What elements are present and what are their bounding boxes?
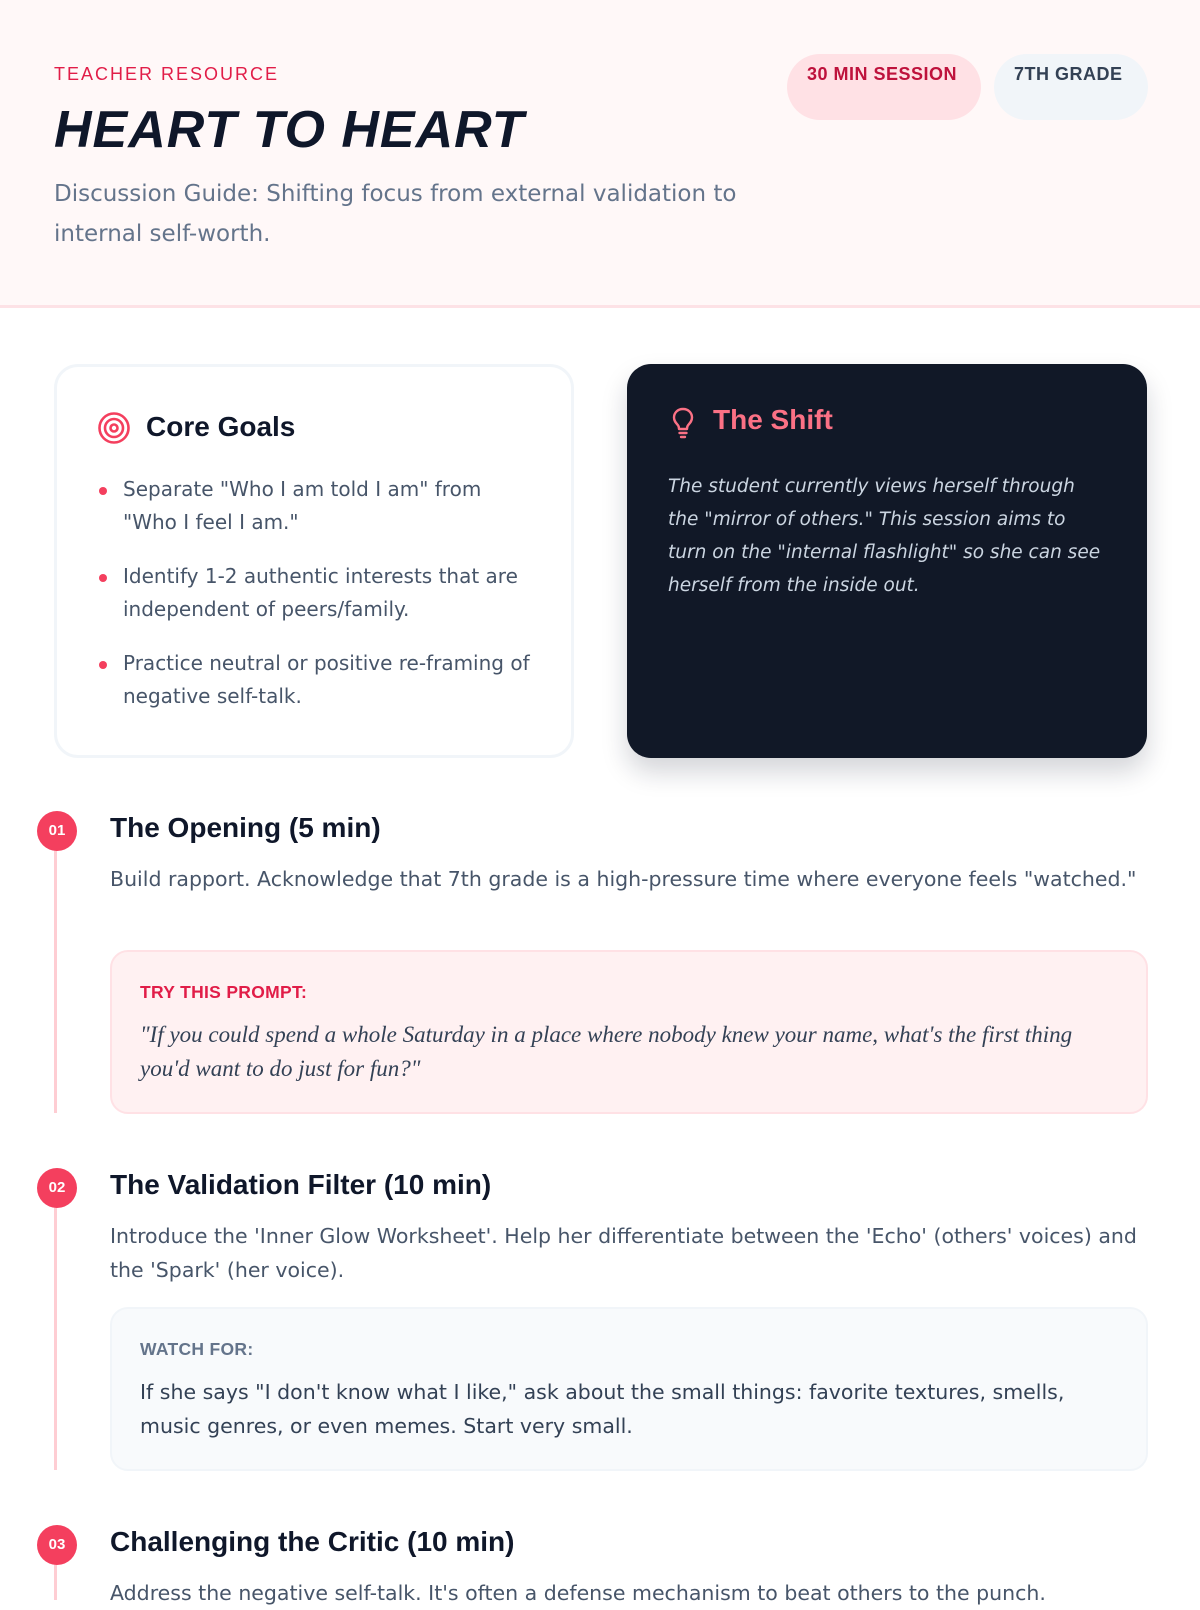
page-title: HEART TO HEART [54, 101, 525, 159]
timeline-line [54, 830, 57, 1113]
core-goals-card [54, 364, 574, 758]
the-shift-body: The student currently views herself through the "mirror of others." This session aims to turn on the "internal flashlight" so she can see herself from the inside out. [668, 476, 1101, 596]
lightbulb-icon [669, 406, 697, 440]
grade-badge: 7TH GRADE [994, 54, 1148, 120]
the-shift-card [627, 364, 1147, 758]
step-title-validation-filter: The Validation Filter (10 min) [110, 1169, 492, 1200]
step-desc-opening: Build rapport. Acknowledge that 7th grade is a high-pressure time where everyone feels "watched." [110, 867, 1137, 891]
core-goals-list [99, 473, 539, 734]
step-desc-challenging-critic: Address the negative self-talk. It's often a defense mechanism to beat others to the punch. [110, 1581, 1046, 1605]
page-subtitle: Discussion Guide: Shifting focus from external validation to internal self-worth. [54, 181, 737, 247]
step-number-03: 03 [37, 1525, 77, 1565]
target-icon [97, 411, 131, 445]
step-number-01: 01 [37, 811, 77, 851]
callout-label: WATCH FOR: [140, 1339, 254, 1359]
list-item: Separate "Who I am told I am" from "Who I feel I am." [99, 473, 539, 539]
list-item: Identify 1-2 authentic interests that are independent of peers/family. [99, 560, 539, 626]
step-number-02: 02 [37, 1168, 77, 1208]
the-shift-title: The Shift [713, 404, 833, 435]
step-title-challenging-critic: Challenging the Critic (10 min) [110, 1526, 515, 1557]
core-goals-title: Core Goals [146, 411, 296, 442]
page-header [0, 0, 1200, 308]
eyebrow-label: TEACHER RESOURCE [54, 64, 280, 84]
timeline-line [54, 1187, 57, 1470]
step-desc-validation-filter: Introduce the 'Inner Glow Worksheet'. Help her differentiate between the 'Echo' (others' voices) and the 'Spark' (her voice). [110, 1224, 1137, 1282]
callout-text: If she says "I don't know what I like," ask about the small things: favorite textures, smells, music genres, or even memes. Start very small. [140, 1380, 1065, 1438]
try-prompt-callout [110, 950, 1148, 1114]
callout-label: TRY THIS PROMPT: [140, 982, 308, 1002]
session-badge: 30 MIN SESSION [787, 54, 981, 120]
watch-for-callout [110, 1307, 1148, 1471]
step-title-opening: The Opening (5 min) [110, 812, 381, 843]
list-item: Practice neutral or positive re-framing of negative self-talk. [99, 647, 539, 713]
callout-text: "If you could spend a whole Saturday in a place where nobody knew your name, what's the first thing you'd want to do just for fun?" [140, 1022, 1073, 1081]
